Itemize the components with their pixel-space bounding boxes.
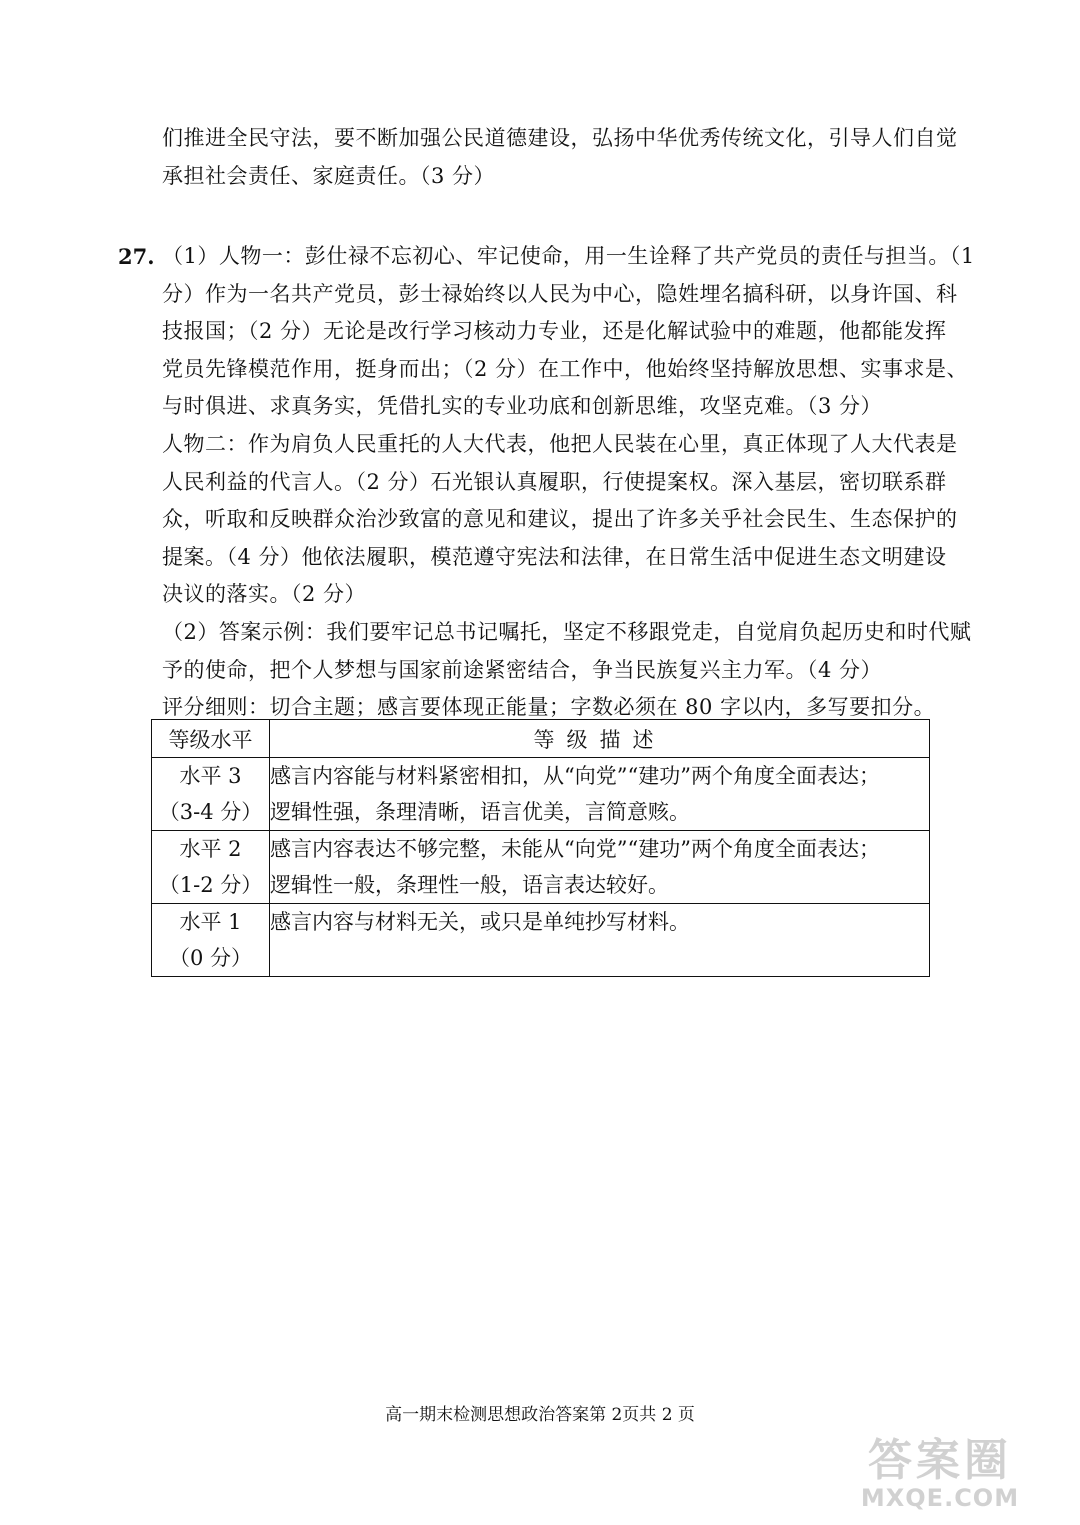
scoring-criteria: 评分细则：切合主题；感言要体现正能量；字数必须在 80 字以内，多写要扣分。 (162, 695, 936, 720)
header-level: 等级水平 (152, 720, 270, 758)
level-cell (152, 831, 270, 904)
q27-person2-line: 决议的落实。（2 分） (162, 582, 367, 607)
level-score: （1-2 分） (158, 873, 263, 897)
level-cell (152, 904, 270, 977)
q27-part1-line: 党员先锋模范作用，挺身而出；（2 分）在工作中，他始终坚持解放思想、实事求是、 (162, 356, 969, 381)
table-row (152, 904, 930, 977)
watermark-logo (840, 1435, 1040, 1520)
description-line: 逻辑性强，条理清晰，语言优美，言简意赅。 (270, 800, 690, 824)
continuation-line-1: 们推进全民守法，要不断加强公民道德建设，弘扬中华优秀传统文化，引导人们自觉 (162, 126, 958, 150)
q27-part1-line: 与时俱进、求真务实，凭借扎实的专业功底和创新思维，攻坚克难。（3 分） (162, 394, 883, 419)
q27-person2-line: 提案。（4 分）他依法履职，模范遵守宪法和法律，在日常生活中促进生态文明建设 (162, 544, 947, 569)
level-name: 水平 2 (179, 837, 242, 861)
q27-part1-line: （1）人物一：彭仕禄不忘初心、牢记使命，用一生诠释了共产党员的责任与担当。（1 (162, 244, 975, 268)
level-score: （0 分） (168, 946, 253, 970)
level-score: （3-4 分） (158, 800, 263, 824)
level-name: 水平 1 (179, 910, 242, 934)
question-number: 27. (118, 244, 155, 269)
description-cell (270, 831, 930, 904)
q27-person2-line: 众，听取和反映群众治沙致富的意见和建议，提出了许多关乎社会民生、生态保护的 (162, 507, 958, 532)
q27-part1-answer (162, 238, 975, 727)
continuation-text (162, 120, 967, 195)
header-description: 等级描述 (270, 720, 930, 758)
description-line: 感言内容表达不够完整，未能从“向党”“建功”两个角度全面表达； (270, 837, 880, 861)
page-footer: 高一期末检测思想政治答案第 2页共 2 页 (385, 1405, 695, 1425)
q27-person2-line: 人物二：作为肩负人民重托的人大代表，他把人民装在心里，真正体现了人大代表是 (162, 431, 958, 456)
description-cell (270, 904, 930, 977)
continuation-line-2: 承担社会责任、家庭责任。（3 分） (162, 163, 496, 188)
grading-table (151, 719, 930, 977)
description-line: 感言内容能与材料紧密相扣，从“向党”“建功”两个角度全面表达； (270, 764, 880, 788)
q27-part2-line: 予的使命，把个人梦想与国家前途紧密结合，争当民族复兴主力军。（4 分） (162, 657, 883, 682)
level-name: 水平 3 (179, 764, 242, 788)
q27-part1-line: 分）作为一名共产党员，彭士禄始终以人民为中心，隐姓埋名搞科研，以身许国、科 (162, 281, 958, 306)
q27-part1-line: 技报国；（2 分）无论是改行学习核动力专业，还是化解试验中的难题，他都能发挥 (162, 319, 947, 344)
description-line: 感言内容与材料无关，或只是单纯抄写材料。 (270, 910, 690, 934)
table-row (152, 758, 930, 831)
description-line (270, 940, 929, 976)
description-cell (270, 758, 930, 831)
q27-person2-line: 人民利益的代言人。（2 分）石光银认真履职，行使提案权。深入基层，密切联系群 (162, 469, 947, 494)
description-line: 逻辑性一般，条理性一般，语言表达较好。 (270, 873, 669, 897)
q27-part2-line: （2）答案示例：我们要牢记总书记嘱托，坚定不移跟党走，自觉肩负起历史和时代赋 (162, 619, 972, 644)
watermark-site-text: MXQE.COM (860, 1484, 1020, 1512)
level-cell (152, 758, 270, 831)
watermark-logo-text: 答案圈 (868, 1435, 1012, 1486)
table-row (152, 831, 930, 904)
table-header-row (152, 720, 930, 758)
